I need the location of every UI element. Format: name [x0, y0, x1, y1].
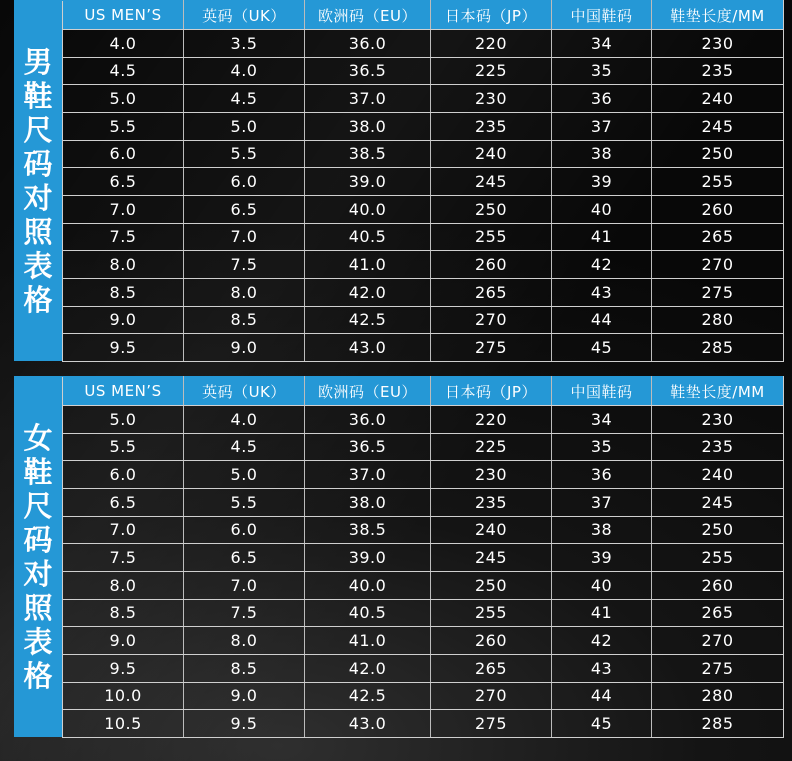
jp-size-cell: 230: [431, 461, 552, 489]
us-size-cell: 9.0: [63, 306, 184, 334]
cn-size-cell: 45: [552, 710, 652, 738]
eu-size-cell: 36.0: [305, 30, 431, 58]
insole-length-cell: 240: [652, 461, 784, 489]
jp-size-cell: 275: [431, 334, 552, 362]
eu-size-cell: 39.0: [305, 544, 431, 572]
jp-size-cell: 260: [431, 627, 552, 655]
us-size-cell: 9.0: [63, 627, 184, 655]
insole-length-header: 鞋垫长度/MM: [652, 1, 784, 30]
women-side-title-panel: [14, 376, 62, 737]
table-row: [63, 627, 784, 655]
us-size-cell: 7.5: [63, 544, 184, 572]
insole-length-cell: 260: [652, 195, 784, 223]
insole-length-cell: 280: [652, 306, 784, 334]
us-size-cell: 8.5: [63, 599, 184, 627]
table-row: [63, 654, 784, 682]
eu-size-cell: 43.0: [305, 334, 431, 362]
women-size-chart: [14, 376, 783, 737]
insole-length-cell: 265: [652, 599, 784, 627]
cn-size-header: 中国鞋码: [552, 1, 652, 30]
uk-size-cell: 6.5: [184, 544, 305, 572]
eu-size-cell: 42.0: [305, 278, 431, 306]
cn-size-cell: 41: [552, 223, 652, 251]
jp-size-cell: 255: [431, 223, 552, 251]
us-size-cell: 9.5: [63, 654, 184, 682]
uk-size-cell: 5.0: [184, 112, 305, 140]
us-size-cell: 5.5: [63, 112, 184, 140]
insole-length-cell: 270: [652, 627, 784, 655]
us-size-header: US MEN’S: [63, 377, 184, 406]
uk-size-cell: 8.0: [184, 627, 305, 655]
insole-length-cell: 235: [652, 433, 784, 461]
eu-size-cell: 40.5: [305, 599, 431, 627]
uk-size-cell: 3.5: [184, 30, 305, 58]
eu-size-cell: 40.0: [305, 195, 431, 223]
jp-size-cell: 250: [431, 195, 552, 223]
us-size-cell: 6.0: [63, 140, 184, 168]
insole-length-cell: 285: [652, 710, 784, 738]
jp-size-cell: 270: [431, 306, 552, 334]
insole-length-cell: 265: [652, 223, 784, 251]
table-row: [63, 433, 784, 461]
uk-size-header: 英码（UK）: [184, 1, 305, 30]
jp-size-cell: 275: [431, 710, 552, 738]
eu-size-cell: 41.0: [305, 627, 431, 655]
table-header-row: [63, 1, 784, 30]
jp-size-cell: 245: [431, 544, 552, 572]
table-row: [63, 30, 784, 58]
table-row: [63, 251, 784, 279]
jp-size-cell: 240: [431, 516, 552, 544]
cn-size-cell: 34: [552, 406, 652, 434]
us-size-cell: 9.5: [63, 334, 184, 362]
us-size-cell: 5.5: [63, 433, 184, 461]
jp-size-cell: 220: [431, 406, 552, 434]
jp-size-cell: 245: [431, 168, 552, 196]
table-row: [63, 168, 784, 196]
jp-size-cell: 235: [431, 488, 552, 516]
us-size-cell: 8.0: [63, 571, 184, 599]
us-size-cell: 4.0: [63, 30, 184, 58]
cn-size-cell: 39: [552, 168, 652, 196]
eu-size-cell: 40.5: [305, 223, 431, 251]
us-size-header: US MEN’S: [63, 1, 184, 30]
uk-size-cell: 8.5: [184, 306, 305, 334]
cn-size-cell: 44: [552, 306, 652, 334]
men-size-chart-title: 男鞋尺码对照表格: [23, 44, 53, 317]
uk-size-cell: 4.0: [184, 406, 305, 434]
women-size-chart-title: 女鞋尺码对照表格: [23, 420, 53, 693]
us-size-cell: 5.0: [63, 85, 184, 113]
insole-length-cell: 275: [652, 278, 784, 306]
insole-length-cell: 285: [652, 334, 784, 362]
insole-length-cell: 255: [652, 168, 784, 196]
jp-size-cell: 260: [431, 251, 552, 279]
uk-size-cell: 5.5: [184, 140, 305, 168]
uk-size-header: 英码（UK）: [184, 377, 305, 406]
insole-length-cell: 260: [652, 571, 784, 599]
insole-length-cell: 270: [652, 251, 784, 279]
us-size-cell: 4.5: [63, 57, 184, 85]
uk-size-cell: 8.0: [184, 278, 305, 306]
table-row: [63, 406, 784, 434]
jp-size-cell: 270: [431, 682, 552, 710]
uk-size-cell: 7.0: [184, 571, 305, 599]
jp-size-cell: 235: [431, 112, 552, 140]
table-row: [63, 710, 784, 738]
insole-length-cell: 250: [652, 140, 784, 168]
uk-size-cell: 8.5: [184, 654, 305, 682]
cn-size-cell: 35: [552, 57, 652, 85]
insole-length-cell: 280: [652, 682, 784, 710]
uk-size-cell: 9.0: [184, 334, 305, 362]
table-row: [63, 461, 784, 489]
cn-size-cell: 38: [552, 140, 652, 168]
us-size-cell: 7.5: [63, 223, 184, 251]
insole-length-cell: 250: [652, 516, 784, 544]
cn-size-cell: 40: [552, 195, 652, 223]
table-row: [63, 682, 784, 710]
us-size-cell: 6.5: [63, 168, 184, 196]
eu-size-cell: 37.0: [305, 85, 431, 113]
jp-size-cell: 265: [431, 278, 552, 306]
uk-size-cell: 7.5: [184, 251, 305, 279]
jp-size-cell: 225: [431, 433, 552, 461]
jp-size-cell: 240: [431, 140, 552, 168]
us-size-cell: 6.0: [63, 461, 184, 489]
cn-size-cell: 43: [552, 278, 652, 306]
table-row: [63, 140, 784, 168]
table-row: [63, 223, 784, 251]
jp-size-header: 日本码（JP）: [431, 1, 552, 30]
uk-size-cell: 6.0: [184, 168, 305, 196]
uk-size-cell: 6.5: [184, 195, 305, 223]
eu-size-cell: 42.0: [305, 654, 431, 682]
uk-size-cell: 7.5: [184, 599, 305, 627]
eu-size-cell: 38.0: [305, 112, 431, 140]
jp-size-cell: 255: [431, 599, 552, 627]
jp-size-header: 日本码（JP）: [431, 377, 552, 406]
eu-size-cell: 37.0: [305, 461, 431, 489]
table-header-row: [63, 377, 784, 406]
uk-size-cell: 6.0: [184, 516, 305, 544]
cn-size-cell: 35: [552, 433, 652, 461]
table-row: [63, 544, 784, 572]
cn-size-cell: 45: [552, 334, 652, 362]
cn-size-cell: 42: [552, 627, 652, 655]
insole-length-cell: 245: [652, 488, 784, 516]
eu-size-cell: 38.0: [305, 488, 431, 516]
eu-size-cell: 38.5: [305, 140, 431, 168]
eu-size-header: 欧洲码（EU）: [305, 1, 431, 30]
table-row: [63, 112, 784, 140]
uk-size-cell: 4.5: [184, 433, 305, 461]
insole-length-cell: 240: [652, 85, 784, 113]
table-row: [63, 85, 784, 113]
us-size-cell: 7.0: [63, 195, 184, 223]
cn-size-cell: 37: [552, 488, 652, 516]
cn-size-cell: 44: [552, 682, 652, 710]
table-row: [63, 516, 784, 544]
table-row: [63, 57, 784, 85]
table-row: [63, 278, 784, 306]
eu-size-cell: 43.0: [305, 710, 431, 738]
cn-size-cell: 43: [552, 654, 652, 682]
jp-size-cell: 265: [431, 654, 552, 682]
women-size-table: [62, 376, 784, 738]
table-row: [63, 571, 784, 599]
us-size-cell: 8.0: [63, 251, 184, 279]
uk-size-cell: 5.0: [184, 461, 305, 489]
insole-length-cell: 230: [652, 406, 784, 434]
uk-size-cell: 4.0: [184, 57, 305, 85]
eu-size-cell: 39.0: [305, 168, 431, 196]
eu-size-cell: 40.0: [305, 571, 431, 599]
jp-size-cell: 220: [431, 30, 552, 58]
table-row: [63, 488, 784, 516]
men-size-chart: [14, 0, 783, 361]
insole-length-cell: 275: [652, 654, 784, 682]
men-side-title-panel: [14, 0, 62, 361]
insole-length-header: 鞋垫长度/MM: [652, 377, 784, 406]
insole-length-cell: 235: [652, 57, 784, 85]
cn-size-cell: 41: [552, 599, 652, 627]
uk-size-cell: 7.0: [184, 223, 305, 251]
jp-size-cell: 225: [431, 57, 552, 85]
cn-size-cell: 37: [552, 112, 652, 140]
uk-size-cell: 5.5: [184, 488, 305, 516]
jp-size-cell: 230: [431, 85, 552, 113]
eu-size-cell: 38.5: [305, 516, 431, 544]
us-size-cell: 10.5: [63, 710, 184, 738]
cn-size-cell: 36: [552, 461, 652, 489]
eu-size-cell: 42.5: [305, 306, 431, 334]
eu-size-cell: 36.0: [305, 406, 431, 434]
men-size-table: [62, 0, 784, 362]
us-size-cell: 6.5: [63, 488, 184, 516]
cn-size-cell: 38: [552, 516, 652, 544]
eu-size-cell: 41.0: [305, 251, 431, 279]
insole-length-cell: 230: [652, 30, 784, 58]
eu-size-cell: 42.5: [305, 682, 431, 710]
us-size-cell: 8.5: [63, 278, 184, 306]
cn-size-cell: 34: [552, 30, 652, 58]
eu-size-header: 欧洲码（EU）: [305, 377, 431, 406]
jp-size-cell: 250: [431, 571, 552, 599]
eu-size-cell: 36.5: [305, 433, 431, 461]
eu-size-cell: 36.5: [305, 57, 431, 85]
table-row: [63, 195, 784, 223]
uk-size-cell: 9.0: [184, 682, 305, 710]
cn-size-cell: 42: [552, 251, 652, 279]
insole-length-cell: 245: [652, 112, 784, 140]
us-size-cell: 5.0: [63, 406, 184, 434]
uk-size-cell: 9.5: [184, 710, 305, 738]
uk-size-cell: 4.5: [184, 85, 305, 113]
cn-size-cell: 36: [552, 85, 652, 113]
table-row: [63, 306, 784, 334]
cn-size-header: 中国鞋码: [552, 377, 652, 406]
insole-length-cell: 255: [652, 544, 784, 572]
cn-size-cell: 40: [552, 571, 652, 599]
table-row: [63, 599, 784, 627]
cn-size-cell: 39: [552, 544, 652, 572]
us-size-cell: 7.0: [63, 516, 184, 544]
table-row: [63, 334, 784, 362]
us-size-cell: 10.0: [63, 682, 184, 710]
